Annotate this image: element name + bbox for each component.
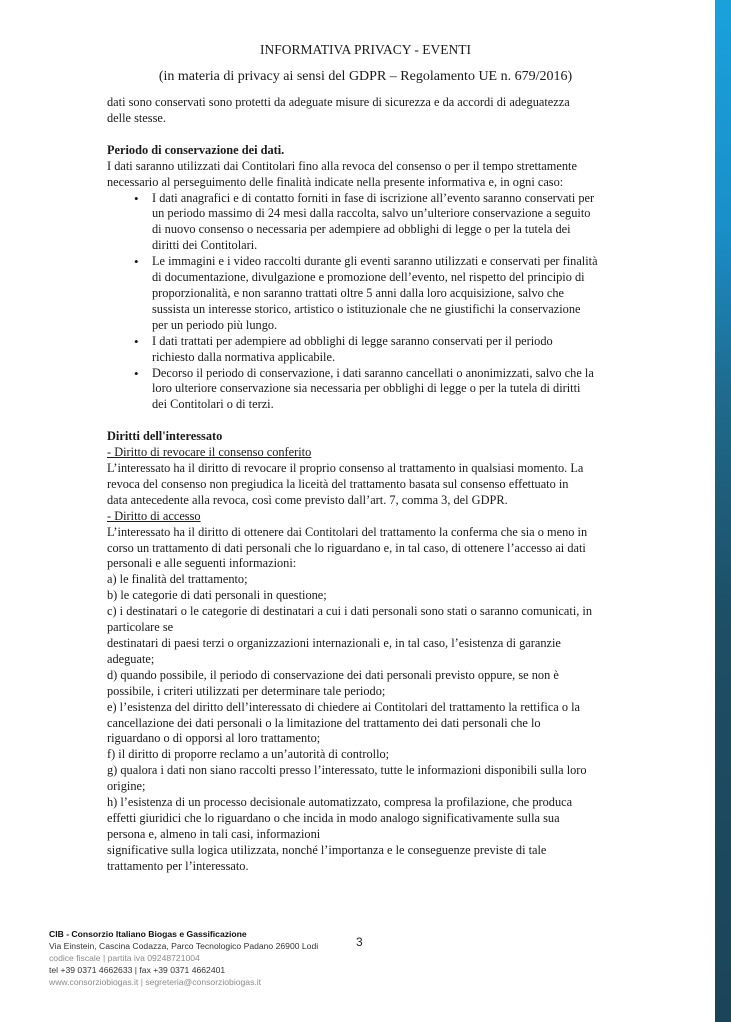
list-item-line: • Le immagini e i video raccolti durante gli eventi saranno utilizzati e conservati per finalità — [152, 254, 598, 269]
retention-list — [107, 191, 623, 414]
access-text-line: particolare se — [107, 620, 174, 635]
list-item-line: proporzionalità, e non saranno trattati oltre 5 anni dalla loro acquisizione, salvo che — [152, 285, 565, 300]
list-item-line: richiesto dalla normativa applicabile. — [152, 349, 336, 364]
footer-web: www.consorziobiogas.it | segreteria@consorziobiogas.it — [49, 977, 262, 987]
list-item — [107, 191, 623, 255]
access-text-line: persona e, almeno in tali casi, informazioni — [107, 826, 321, 841]
rights-heading: Diritti dell'interessato — [107, 429, 223, 444]
revoke-text-line: L’interessato ha il diritto di revocare il proprio consenso al trattamento in qualsiasi momento. La — [107, 461, 584, 476]
footer-phone: tel +39 0371 4662633 | fax +39 0371 4662401 — [49, 965, 226, 975]
list-item-line: • I dati trattati per adempiere ad obblighi di legge saranno conservati per il periodo — [152, 333, 553, 348]
access-text-line: trattamento per l’interessato. — [107, 858, 249, 873]
access-text-line: a) le finalità del trattamento; — [107, 572, 248, 587]
revoke-heading: - Diritto di revocare il consenso conferito — [107, 445, 312, 460]
footer — [49, 928, 369, 988]
access-text-line: b) le categorie di dati personali in questione; — [107, 588, 327, 603]
list-item-line: di nuovo consenso o necessaria per adempiere ad obblighi di legge o per la tutela dei — [152, 222, 571, 237]
access-text-line: f) il diritto di proporre reclamo a un’autorità di controllo; — [107, 747, 390, 762]
access-text-line: destinatari di paesi terzi o organizzazioni internazionali e, in tal caso, l’esistenza di garanzie — [107, 636, 561, 650]
access-text-line: adeguate; — [107, 651, 155, 666]
footer-fiscal: codice fiscale | partita iva 09248721004 — [49, 953, 200, 963]
intro-line: dati sono conservati sono protetti da adeguate misure di sicurezza e da accordi di adeguatezza — [107, 95, 570, 109]
access-text-line: possibile, i criteri utilizzati per determinare tale periodo; — [107, 683, 386, 698]
list-item-line: diritti dei Contitolari. — [152, 238, 258, 253]
page-number: 3 — [356, 935, 363, 949]
access-text-line: corso un trattamento di dati personali che lo riguardano e, in tal caso, di ottenere l’accesso ai dati — [107, 540, 586, 555]
retention-intro-line: necessario al perseguimento delle finalità indicate nella presente informativa e, in ogni caso: — [107, 174, 564, 189]
access-text-line: origine; — [107, 779, 146, 794]
intro-line: delle stesse. — [107, 110, 166, 125]
access-text-line: L’interessato ha il diritto di ottenere dai Contitolari del trattamento la conferma che sia o meno in — [107, 524, 588, 539]
access-text-line: g) qualora i dati non siano raccolti presso l’interessato, tutte le informazioni disponibili sulla loro — [107, 763, 587, 778]
access-text-line: significative sulla logica utilizzata, nonché l’importanza e le conseguenze previste di tale — [107, 842, 547, 857]
list-item-line: loro ulteriore conservazione sia necessaria per obblighi di legge o per la tutela di diritti — [152, 381, 581, 396]
footer-org: CIB - Consorzio Italiano Biogas e Gassificazione — [49, 929, 247, 939]
document-body — [107, 95, 623, 875]
page-title: INFORMATIVA PRIVACY - EVENTI — [260, 42, 471, 57]
access-text-line: h) l’esistenza di un processo decisionale automatizzato, compresa la profilazione, che produca — [107, 795, 573, 810]
access-text-line: effetti giuridici che lo riguardano o che incida in modo analogo significativamente sulla sua — [107, 810, 560, 825]
footer-address: Via Einstein, Cascina Codazza, Parco Tecnologico Padano 26900 Lodi — [49, 941, 319, 951]
access-text-line: d) quando possibile, il periodo di conservazione dei dati personali previsto oppure, se non è — [107, 667, 559, 682]
retention-intro-line: I dati saranno utilizzati dai Contitolari fino alla revoca del consenso o per il tempo strettamente — [107, 158, 577, 173]
list-item-line: • Decorso il periodo di conservazione, i dati saranno cancellati o anonimizzati, salvo che la — [152, 365, 594, 380]
retention-heading: Periodo di conservazione dei dati. — [107, 142, 285, 157]
list-item-line: di documentazione, divulgazione e promozione dell’evento, nel rispetto del principio di — [152, 270, 585, 285]
revoke-text-line: revoca del consenso non pregiudica la liceità del trattamento basata sul consenso effettuato in — [107, 476, 569, 491]
list-item-line: per un periodo più lungo. — [152, 317, 278, 332]
list-item-line: sussista un interesse storico, artistico o istituzionale che ne giustifichi la conservazione — [152, 301, 581, 316]
access-text-line: personali e alle seguenti informazioni: — [107, 556, 297, 571]
access-text-line: cancellazione dei dati personali o la limitazione del trattamento dei dati personali che lo — [107, 715, 541, 730]
page-subtitle: (in materia di privacy ai sensi del GDPR – Regolamento UE n. 679/2016) — [158, 69, 573, 84]
list-item — [107, 334, 623, 366]
access-text-line: riguardano o di opporsi al loro trattamento; — [107, 731, 321, 746]
side-color-bar — [715, 0, 731, 1022]
access-heading: - Diritto di accesso — [107, 508, 201, 523]
access-text-line: e) l’esistenza del diritto dell’interessato di chiedere ai Contitolari del trattamento la rettifica o la — [107, 699, 580, 714]
revoke-text-line: data antecedente alla revoca, così come previsto dall’art. 7, comma 3, del GDPR. — [107, 492, 508, 507]
list-item-line: • I dati anagrafici e di contatto forniti in fase di iscrizione all’evento saranno conservati per — [152, 190, 595, 205]
list-item-line: dei Contitolari o di terzi. — [152, 397, 274, 412]
list-item — [107, 366, 623, 414]
list-item — [107, 254, 623, 334]
access-text-line: c) i destinatari o le categorie di destinatari a cui i dati personali sono stati o saranno comunicati, in — [107, 604, 593, 619]
list-item-line: un periodo massimo di 24 mesi dalla raccolta, salvo un’ulteriore conservazione a seguito — [152, 206, 591, 221]
